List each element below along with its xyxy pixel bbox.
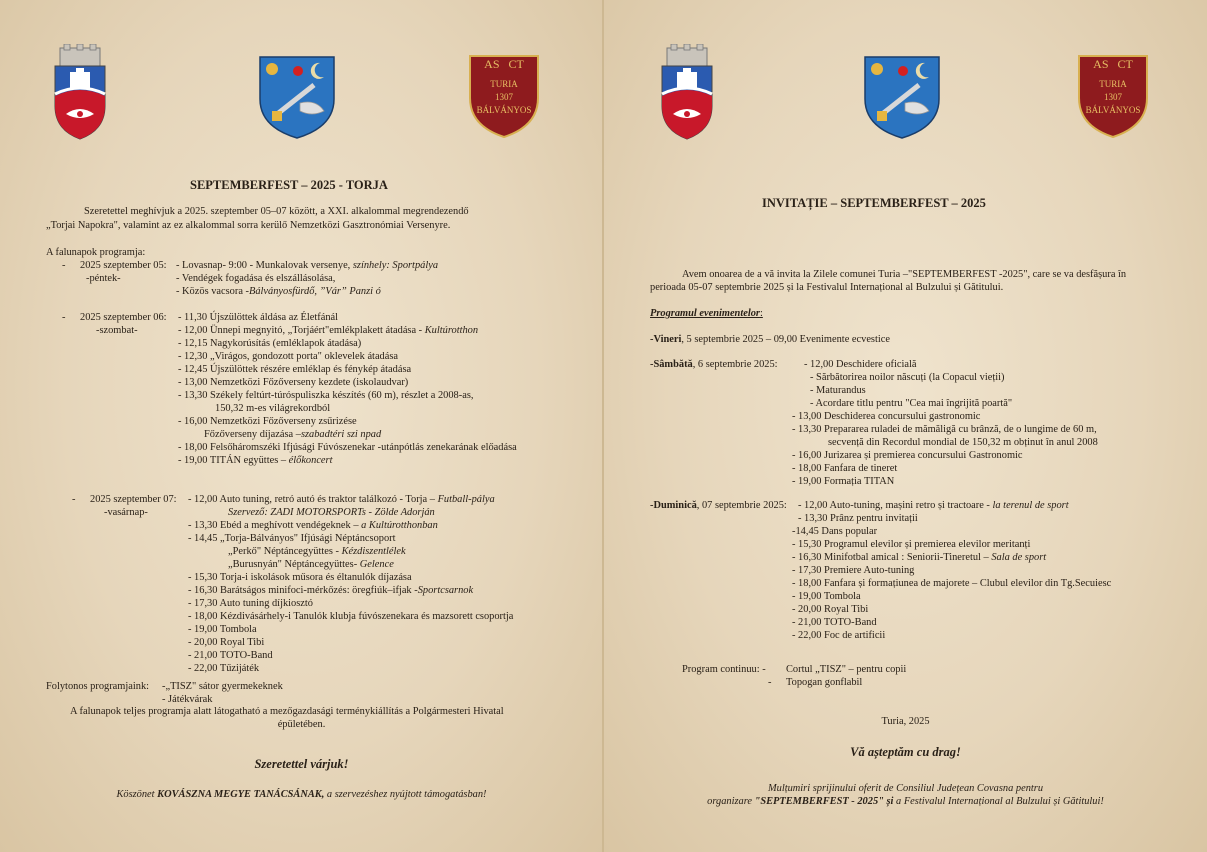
day2-date: 2025 szeptember 06: <box>80 312 167 323</box>
day3-event-4: - 15,30 Torja-i iskolások műsora és éltanulók díjazása <box>188 572 412 583</box>
left-intro-line1: Szeretettel meghívjuk a 2025. szeptember 05–07 között, a XXI. alkalommal megrendezendő <box>84 206 469 217</box>
turia-coat-of-arms-icon <box>258 55 336 139</box>
club-badge-turia: TURIA <box>490 79 518 89</box>
day1-dash: - <box>62 260 66 271</box>
day2-event-7: - 13,30 Székely feltúrt-túróspuliszka készítés (60 m), részlet a 2008-as, <box>178 390 474 401</box>
day3-event-6: - 17,30 Auto tuning díjkiosztó <box>188 598 313 609</box>
club-badge-as: AS <box>1093 57 1109 71</box>
saturday-event-4: - Acordare titlu pentru "Cea mai îngrijită poartă" <box>810 398 1013 409</box>
event-text: - 12,00 Ünnepi megnyitó, „Torjáért"emlékplakett átadása - <box>178 325 425 336</box>
left-welcome: Szeretettel várjuk! <box>254 757 349 771</box>
club-badge-year: 1307 <box>1104 92 1122 102</box>
right-thanks-line2 <box>604 796 1207 809</box>
event-venue: la terenul de sport <box>992 500 1069 511</box>
program-heading-colon: : <box>759 308 763 319</box>
right-thanks-line1: Mulțumiri sprijinului oferit de Consiliul Județean Covasna pentru <box>767 783 1044 794</box>
left-continuous-item-1: -„TISZ" sátor gyermekeknek <box>162 681 283 692</box>
day2-event-9: - 18,00 Felsőháromszéki Ifjúsági Fúvószenekar -utánpótlás zenekarának előadása <box>178 442 517 453</box>
day1-event-1 <box>176 260 438 273</box>
event-text: - 16,30 Minifotbal amical : Seniorii-Tineretul – <box>792 552 992 563</box>
thanks-text: organizare <box>707 796 755 807</box>
day2-event-8-cont <box>204 429 381 442</box>
day3-event-3-group2 <box>228 546 406 559</box>
day2-event-7-cont: 150,32 m-es világrekordból <box>215 403 331 414</box>
event-venue: Kézdiszentlélek <box>341 546 406 557</box>
friday-line <box>650 334 890 347</box>
sunday-event-7: - 18,00 Fanfara și formațiunea de majorete – Clubul elevilor din Tg.Secuiesc <box>792 578 1112 589</box>
sunday-event-9: - 20,00 Royal Tibi <box>792 604 869 615</box>
saturday-event-5: - 13,00 Deschiderea concursului gastronomic <box>792 411 981 422</box>
hungarian-page <box>0 0 603 852</box>
club-badge-balvanyos: BÁLVÁNYOS <box>476 105 532 115</box>
day3-event-3: - 14,45 „Torja-Bálványos" Ifjúsági Néptáncsoport <box>188 533 396 544</box>
event-venue: Sala de sport <box>991 552 1047 563</box>
event-venue: Gelence <box>359 559 394 570</box>
sunday-event-10: - 21,00 TOTO-Band <box>792 617 877 628</box>
friday-label: -Vineri <box>650 334 682 345</box>
right-continuous-item-2: Topogan gonflabil <box>786 677 863 688</box>
event-venue: a Kultúrotthonban <box>361 520 438 531</box>
day2-event-8: - 16,00 Nemzetközi Főzőverseny zsűrizése <box>178 416 357 427</box>
as-ct-club-badge-icon <box>468 54 540 138</box>
sunday-event-4: - 15,30 Programul elevilor și premierea elevilor meritanți <box>792 539 1031 550</box>
day2-event-2 <box>178 325 478 338</box>
saturday-label: -Sâmbătă <box>650 359 693 370</box>
right-continuous-label: Program continuu: - <box>682 664 766 675</box>
day2-event-4: - 12,30 „Virágos, gondozott porta" oklevelek átadása <box>178 351 399 362</box>
torja-coat-of-arms-icon <box>659 44 715 140</box>
day3-event-3-group3 <box>228 559 394 572</box>
thanks-text-end: a Festivalul Internațional al Bulzului și Gătitului! <box>893 796 1104 807</box>
event-venue: Sportcsarnok <box>417 585 474 596</box>
club-badge-turia: TURIA <box>1099 79 1127 89</box>
right-intro-line2: perioada 05-07 septembrie 2025 și la Festivalul Internațional al Bulzului și Gătitului. <box>650 282 1004 293</box>
right-welcome: Vă așteptăm cu drag! <box>850 745 961 759</box>
saturday-event-6: - 13,30 Prepararea ruladei de mămăligă cu brânză, de o lungime de 60 m, <box>792 424 1097 435</box>
day2-event-6: - 13,00 Nemzetközi Főzőverseny kezdete (iskolaudvar) <box>178 377 409 388</box>
right-program-heading <box>650 308 763 321</box>
day1-date: 2025 szeptember 05: <box>80 260 167 271</box>
left-intro-line2: „Torjai Napokra", valamint az ez alkalommal sorra kerülő Nemzetközi Gasztronómiai Versenyre. <box>46 220 451 231</box>
right-intro-line1: Avem onoarea de a vă invita la Zilele comunei Turia –"SEPTEMBERFEST -2025", care se va desfășura în <box>682 269 1127 280</box>
thanks-text-end: a szervezéshez nyújtott támogatásban! <box>324 789 487 800</box>
torja-coat-of-arms-icon <box>52 44 108 140</box>
saturday-event-9: - 19,00 Formația TITAN <box>792 476 895 487</box>
program-heading-text: Programul evenimentelor <box>650 308 760 319</box>
friday-event: , 5 septembrie 2025 – 09,00 Evenimente ecvestice <box>681 334 890 345</box>
day3-event-7: - 18,00 Kézdivásárhely-i Tanulók klubja fúvószenekara és mazsorett csoportja <box>188 611 514 622</box>
sunday-event-5 <box>792 552 1046 565</box>
left-continuous-label: Folytonos programjaink: <box>46 681 150 692</box>
day3-event-1-organizer: Szervező: ZADI MOTORSPORTs - Zölde Adorján <box>228 507 435 518</box>
club-badge-as: AS <box>484 57 500 71</box>
thanks-festival: "SEPTEMBERFEST - 2025" și <box>754 796 894 807</box>
saturday-event-3: - Maturandus <box>810 385 866 396</box>
day2-event-1: - 11,30 Újszülöttek áldása az Életfánál <box>178 312 339 323</box>
saturday-event-8: - 18,00 Fanfara de tineret <box>792 463 898 474</box>
club-badge-ct: CT <box>508 57 524 71</box>
day3-date: 2025 szeptember 07: <box>90 494 177 505</box>
day2-dash: - <box>62 312 66 323</box>
right-continuous-item-1: Cortul „TISZ" – pentru copii <box>786 664 907 675</box>
sunday-event-2: - 13,30 Prânz pentru invitații <box>798 513 918 524</box>
right-page-title: INVITAȚIE – SEPTEMBERFEST – 2025 <box>762 196 986 210</box>
as-ct-club-badge-icon <box>1077 54 1149 138</box>
day3-event-2 <box>188 520 438 533</box>
event-venue: élőkoncert <box>288 455 333 466</box>
right-place-date: Turia, 2025 <box>881 716 930 727</box>
saturday-event-6-cont: secvență din Recordul mondial de 150,32 m obținut în anul 2008 <box>828 437 1098 448</box>
day3-weekday: -vasárnap- <box>104 507 148 518</box>
sunday-label: -Duminică <box>650 500 697 511</box>
event-venue: Futball-pálya <box>437 494 495 505</box>
thanks-text: Köszönet <box>116 789 158 800</box>
event-text: Főzőverseny díjazása – <box>204 429 301 440</box>
day2-event-3: - 12,15 Nagykorúsítás (emléklapok átadása) <box>178 338 362 349</box>
day1-weekday: -péntek- <box>86 273 121 284</box>
left-page-title: SEPTEMBERFEST – 2025 - TORJA <box>190 178 388 192</box>
event-text: „Burusnyán" Néptáncegyüttes- <box>228 559 360 570</box>
day3-event-1 <box>188 494 495 507</box>
sunday-event-11: - 22,00 Foc de artificii <box>792 630 886 641</box>
event-text: - 19,00 TITÁN együttes – <box>178 455 289 466</box>
day3-event-11: - 22,00 Tűzijáték <box>188 663 260 674</box>
sunday-event-3: -14,45 Dans popular <box>792 526 878 537</box>
day3-event-9: - 20,00 Royal Tibi <box>188 637 265 648</box>
sunday-event-6: - 17,30 Premiere Auto-tuning <box>792 565 915 576</box>
sunday-date-text: , 07 septembrie 2025: <box>696 500 787 511</box>
event-venue: színhely: Sportpálya <box>352 260 439 271</box>
event-venue: szabadtéri szi npad <box>300 429 382 440</box>
saturday-date <box>650 359 778 372</box>
turia-coat-of-arms-icon <box>863 55 941 139</box>
event-text: - 12,00 Auto-tuning, mașini retro și tractoare - <box>798 500 993 511</box>
day3-dash: - <box>72 494 76 505</box>
club-badge-ct: CT <box>1117 57 1133 71</box>
event-venue: Bálványosfürdő, ”Vár” Panzi ó <box>249 286 381 297</box>
event-venue: Kultúrotthon <box>424 325 479 336</box>
left-exhibit-line2: épületében. <box>277 719 326 730</box>
day1-event-2: - Vendégek fogadása és elszállásolása, <box>176 273 336 284</box>
day2-event-5: - 12,45 Újszülöttek részére emléklap és fénykép átadása <box>178 364 412 375</box>
saturday-event-1: - 12,00 Deschidere oficială <box>804 359 917 370</box>
event-text: - 13,30 Ebéd a meghívott vendégeknek – <box>188 520 362 531</box>
left-exhibit-line1: A falunapok teljes programja alatt látogatható a mezőgazdasági terménykiállítás a Polgármesteri Hivatal <box>70 706 504 717</box>
left-continuous-item-2: - Játékvárak <box>162 694 213 705</box>
day3-event-8: - 19,00 Tombola <box>188 624 257 635</box>
day3-event-10: - 21,00 TOTO-Band <box>188 650 273 661</box>
event-text: - Lovasnap- 9:00 - Munkalovak versenye, <box>176 260 353 271</box>
thanks-council: KOVÁSZNA MEGYE TANÁCSÁNAK, <box>157 789 325 800</box>
event-text: - 16,30 Barátságos minifoci-mérkőzés: öregfiúk–ifjak - <box>188 585 418 596</box>
day2-weekday: -szombat- <box>96 325 138 336</box>
saturday-event-2: - Sărbătorirea noilor născuți (la Copacul vieții) <box>810 372 1005 383</box>
right-continuous-dash-2: - <box>768 677 772 688</box>
left-thanks <box>0 789 603 802</box>
sunday-event-1 <box>798 500 1069 513</box>
romanian-page <box>604 0 1207 852</box>
club-badge-year: 1307 <box>495 92 513 102</box>
sunday-date <box>650 500 787 513</box>
saturday-event-7: - 16,00 Jurizarea și premierea concursului Gastronomic <box>792 450 1023 461</box>
sunday-event-8: - 19,00 Tombola <box>792 591 861 602</box>
day3-event-5 <box>188 585 473 598</box>
event-text: - 12,00 Auto tuning, retró autó és traktor találkozó - Torja – <box>188 494 438 505</box>
event-text: „Perkő" Néptáncegyüttes - <box>228 546 342 557</box>
day2-event-10 <box>178 455 332 468</box>
left-program-heading: A falunapok programja: <box>46 247 146 258</box>
event-text: - Közös vacsora - <box>176 286 249 297</box>
club-badge-balvanyos: BÁLVÁNYOS <box>1085 105 1141 115</box>
day1-event-3 <box>176 286 381 299</box>
saturday-date-text: , 6 septembrie 2025: <box>692 359 778 370</box>
